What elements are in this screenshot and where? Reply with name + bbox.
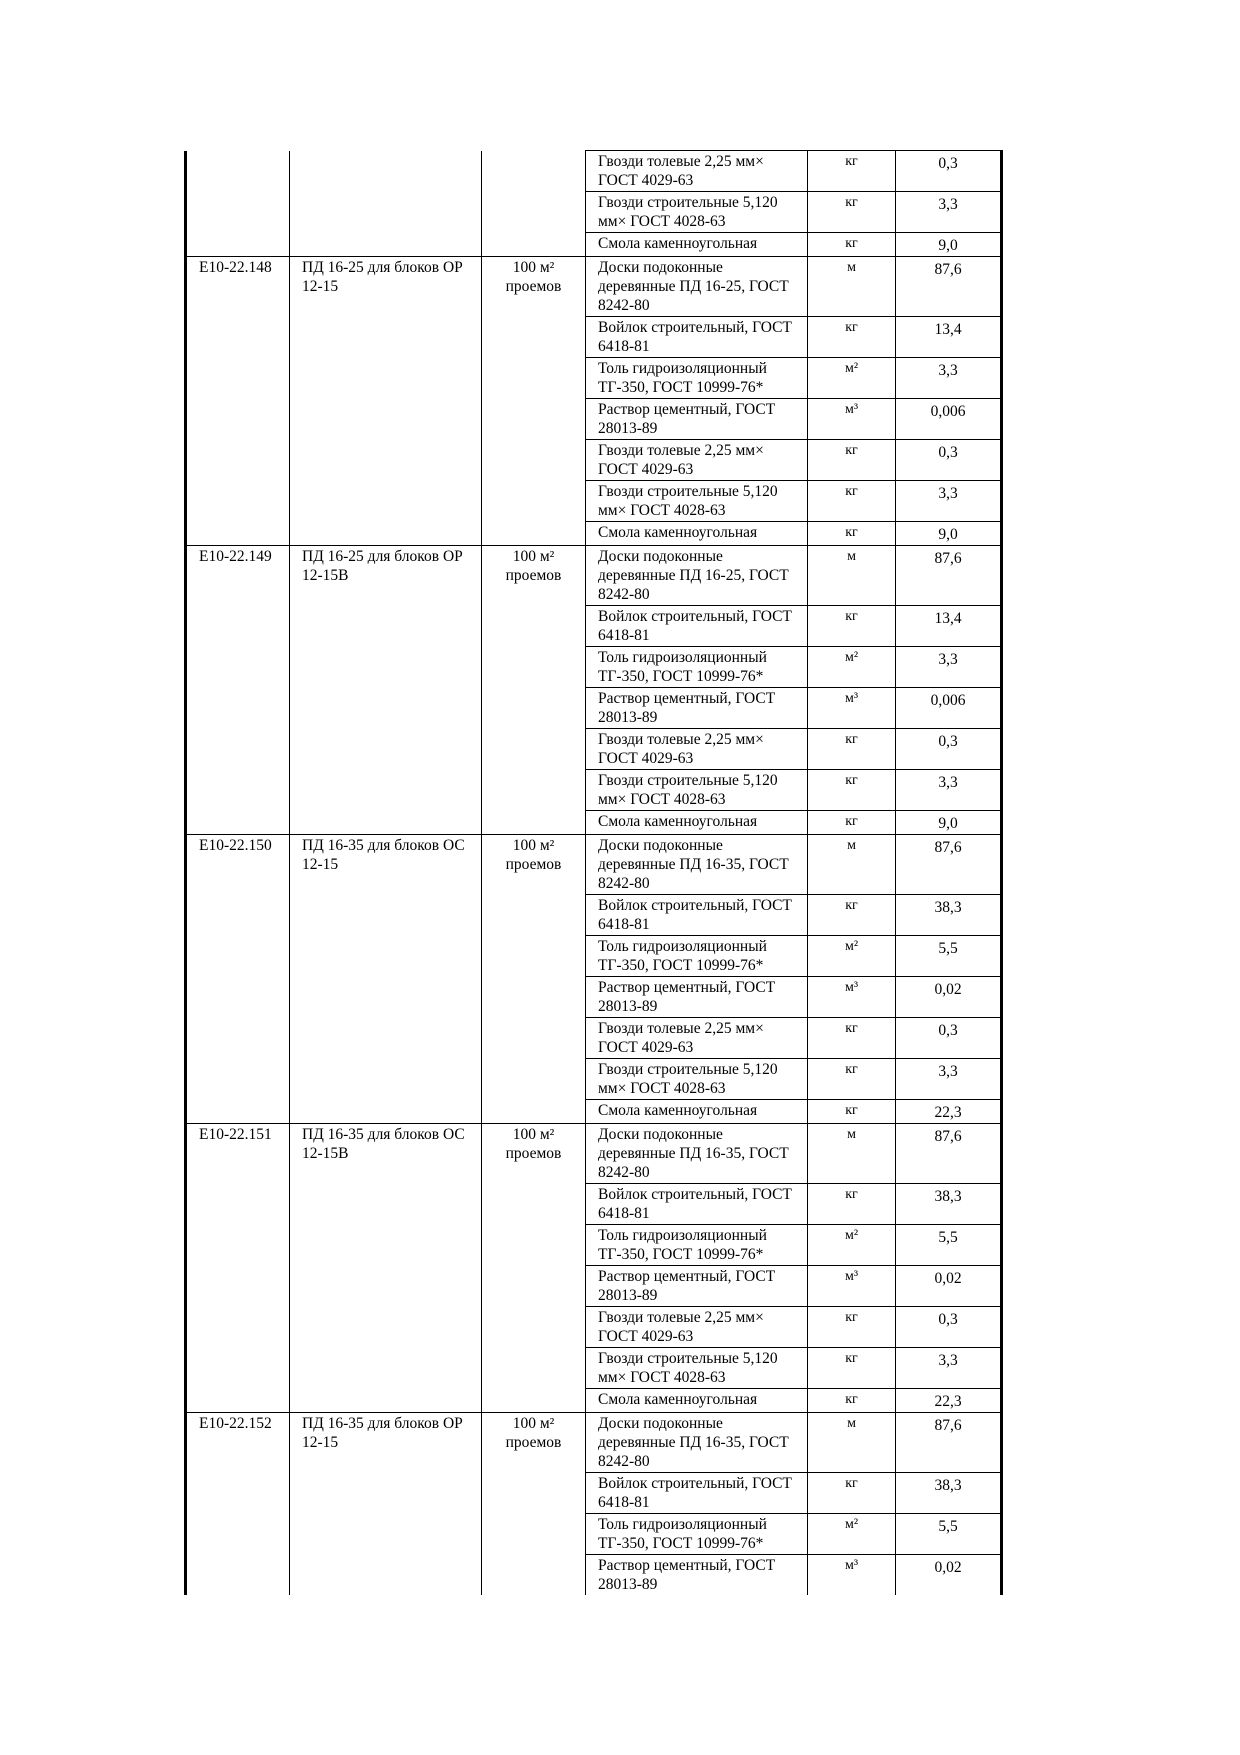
unit-cell: м² [808,1225,896,1266]
measure-unit-cell [482,1100,586,1124]
item-name-cell [290,233,482,257]
unit-cell: кг [808,1348,896,1389]
quantity-cell: 22,3 [896,1100,1002,1124]
material-cell: Раствор цементный, ГОСТ 28013-89 [586,1555,808,1596]
unit-cell: м² [808,647,896,688]
material-cell: Войлок строительный, ГОСТ 6418-81 [586,317,808,358]
unit-cell: м [808,835,896,895]
item-name-cell [290,647,482,688]
table-row [186,1514,1002,1555]
item-code-cell: Е10-22.148 [186,257,290,317]
measure-unit-cell [482,1018,586,1059]
quantity-cell: 22,3 [896,1389,1002,1413]
item-name-cell [290,895,482,936]
quantity-cell: 3,3 [896,1059,1002,1100]
measure-unit-cell [482,1348,586,1389]
measure-unit-cell: 100 м² проемов [482,835,586,895]
quantity-cell: 5,5 [896,1514,1002,1555]
material-cell: Гвозди строительные 5,120 мм× ГОСТ 4028-63 [586,1348,808,1389]
measure-unit-cell [482,233,586,257]
table-row [186,1555,1002,1596]
material-cell: Войлок строительный, ГОСТ 6418-81 [586,1473,808,1514]
measure-unit-cell [482,1389,586,1413]
table-row [186,233,1002,257]
quantity-cell: 3,3 [896,770,1002,811]
item-code-cell [186,1100,290,1124]
measure-unit-cell [482,151,586,192]
table-body [186,151,1002,1596]
table-row [186,1413,1002,1473]
item-code-cell [186,647,290,688]
unit-cell: кг [808,192,896,233]
unit-cell: м³ [808,399,896,440]
quantity-cell: 3,3 [896,358,1002,399]
measure-unit-cell [482,1225,586,1266]
item-code-cell [186,606,290,647]
table-row [186,688,1002,729]
material-cell: Смола каменноугольная [586,522,808,546]
material-cell: Смола каменноугольная [586,1389,808,1413]
unit-cell: м³ [808,1555,896,1596]
measure-unit-cell [482,192,586,233]
item-name-cell [290,481,482,522]
quantity-cell: 0,006 [896,688,1002,729]
quantity-cell: 87,6 [896,835,1002,895]
materials-table [184,150,1003,1595]
measure-unit-cell [482,647,586,688]
measure-unit-cell [482,1266,586,1307]
item-code-cell [186,1555,290,1596]
unit-cell: кг [808,1100,896,1124]
item-code-cell [186,317,290,358]
material-cell: Раствор цементный, ГОСТ 28013-89 [586,977,808,1018]
item-name-cell [290,1514,482,1555]
material-cell: Гвозди толевые 2,25 мм× ГОСТ 4029-63 [586,440,808,481]
material-cell: Войлок строительный, ГОСТ 6418-81 [586,1184,808,1225]
material-cell: Гвозди строительные 5,120 мм× ГОСТ 4028-63 [586,481,808,522]
quantity-cell: 9,0 [896,233,1002,257]
unit-cell: м [808,257,896,317]
table-row [186,192,1002,233]
quantity-cell: 87,6 [896,546,1002,606]
table-row [186,1307,1002,1348]
measure-unit-cell [482,317,586,358]
measure-unit-cell [482,481,586,522]
table-row [186,1018,1002,1059]
material-cell: Доски подоконные деревянные ПД 16-25, ГОСТ 8242-80 [586,257,808,317]
item-name-cell: ПД 16-25 для блоков ОР 12-15 [290,257,482,317]
quantity-cell: 3,3 [896,481,1002,522]
quantity-cell: 0,3 [896,729,1002,770]
item-name-cell [290,729,482,770]
table-row [186,770,1002,811]
item-name-cell [290,1389,482,1413]
item-code-cell [186,233,290,257]
unit-cell: кг [808,1473,896,1514]
item-code-cell [186,481,290,522]
unit-cell: кг [808,1307,896,1348]
measure-unit-cell [482,770,586,811]
item-name-cell [290,440,482,481]
table-row [186,546,1002,606]
item-code-cell [186,1184,290,1225]
material-cell: Толь гидроизоляционный ТГ-350, ГОСТ 10999-76* [586,358,808,399]
quantity-cell: 13,4 [896,606,1002,647]
unit-cell: кг [808,606,896,647]
measure-unit-cell [482,1555,586,1596]
table-row [186,977,1002,1018]
item-name-cell: ПД 16-35 для блоков ОР 12-15 [290,1413,482,1473]
material-cell: Гвозди строительные 5,120 мм× ГОСТ 4028-63 [586,192,808,233]
material-cell: Раствор цементный, ГОСТ 28013-89 [586,399,808,440]
measure-unit-cell: 100 м² проемов [482,546,586,606]
measure-unit-cell [482,440,586,481]
material-cell: Смола каменноугольная [586,1100,808,1124]
unit-cell: м [808,546,896,606]
table-row [186,522,1002,546]
item-name-cell [290,1348,482,1389]
unit-cell: кг [808,729,896,770]
item-code-cell [186,1225,290,1266]
table-row [186,440,1002,481]
quantity-cell: 3,3 [896,647,1002,688]
measure-unit-cell [482,1514,586,1555]
item-name-cell [290,1307,482,1348]
material-cell: Раствор цементный, ГОСТ 28013-89 [586,688,808,729]
item-code-cell [186,1266,290,1307]
material-cell: Доски подоконные деревянные ПД 16-35, ГОСТ 8242-80 [586,835,808,895]
unit-cell: м² [808,936,896,977]
quantity-cell: 5,5 [896,936,1002,977]
measure-unit-cell [482,1473,586,1514]
unit-cell: кг [808,233,896,257]
measure-unit-cell [482,606,586,647]
material-cell: Толь гидроизоляционный ТГ-350, ГОСТ 10999-76* [586,1225,808,1266]
table-row [186,936,1002,977]
quantity-cell: 87,6 [896,1413,1002,1473]
unit-cell: м³ [808,688,896,729]
unit-cell: кг [808,440,896,481]
table-row [186,1100,1002,1124]
table-row [186,151,1002,192]
material-cell: Толь гидроизоляционный ТГ-350, ГОСТ 10999-76* [586,647,808,688]
unit-cell: м³ [808,977,896,1018]
item-code-cell [186,151,290,192]
table-row [186,399,1002,440]
material-cell: Доски подоконные деревянные ПД 16-35, ГОСТ 8242-80 [586,1124,808,1184]
table-row [186,811,1002,835]
unit-cell: кг [808,151,896,192]
item-code-cell [186,1514,290,1555]
item-code-cell [186,522,290,546]
table-row [186,1059,1002,1100]
unit-cell: кг [808,1059,896,1100]
unit-cell: кг [808,811,896,835]
measure-unit-cell [482,1059,586,1100]
item-name-cell [290,522,482,546]
item-code-cell: Е10-22.151 [186,1124,290,1184]
item-code-cell [186,1473,290,1514]
material-cell: Толь гидроизоляционный ТГ-350, ГОСТ 10999-76* [586,1514,808,1555]
quantity-cell: 0,3 [896,1307,1002,1348]
quantity-cell: 0,3 [896,440,1002,481]
unit-cell: м [808,1124,896,1184]
item-code-cell [186,440,290,481]
table-row [186,1348,1002,1389]
measure-unit-cell [482,729,586,770]
table-row [186,481,1002,522]
quantity-cell: 13,4 [896,317,1002,358]
quantity-cell: 0,006 [896,399,1002,440]
item-code-cell [186,729,290,770]
table-row [186,606,1002,647]
item-code-cell [186,1059,290,1100]
material-cell: Смола каменноугольная [586,233,808,257]
item-name-cell [290,1059,482,1100]
unit-cell: кг [808,522,896,546]
quantity-cell: 5,5 [896,1225,1002,1266]
item-code-cell [186,1348,290,1389]
measure-unit-cell [482,936,586,977]
material-cell: Войлок строительный, ГОСТ 6418-81 [586,606,808,647]
table-row [186,647,1002,688]
material-cell: Гвозди толевые 2,25 мм× ГОСТ 4029-63 [586,1018,808,1059]
table-row [186,1184,1002,1225]
table-row [186,835,1002,895]
item-name-cell [290,606,482,647]
unit-cell: кг [808,317,896,358]
measure-unit-cell [482,811,586,835]
material-cell: Доски подоконные деревянные ПД 16-25, ГОСТ 8242-80 [586,546,808,606]
table-row [186,895,1002,936]
item-code-cell: Е10-22.152 [186,1413,290,1473]
quantity-cell: 38,3 [896,1184,1002,1225]
table-row [186,1225,1002,1266]
item-name-cell: ПД 16-35 для блоков ОС 12-15 [290,835,482,895]
quantity-cell: 0,3 [896,1018,1002,1059]
quantity-cell: 87,6 [896,257,1002,317]
item-code-cell [186,1389,290,1413]
item-code-cell [186,1307,290,1348]
quantity-cell: 0,02 [896,977,1002,1018]
item-code-cell [186,770,290,811]
unit-cell: кг [808,1184,896,1225]
measure-unit-cell: 100 м² проемов [482,1124,586,1184]
item-code-cell [186,399,290,440]
table-row [186,729,1002,770]
table-row [186,1124,1002,1184]
item-code-cell [186,811,290,835]
unit-cell: м² [808,358,896,399]
measure-unit-cell [482,688,586,729]
material-cell: Гвозди толевые 2,25 мм× ГОСТ 4029-63 [586,729,808,770]
unit-cell: кг [808,1018,896,1059]
table-row [186,1266,1002,1307]
quantity-cell: 3,3 [896,192,1002,233]
item-name-cell [290,1018,482,1059]
quantity-cell: 0,02 [896,1266,1002,1307]
item-code-cell: Е10-22.150 [186,835,290,895]
item-name-cell [290,1555,482,1596]
item-code-cell: Е10-22.149 [186,546,290,606]
quantity-cell: 87,6 [896,1124,1002,1184]
item-name-cell [290,770,482,811]
item-name-cell [290,811,482,835]
item-name-cell [290,317,482,358]
unit-cell: м³ [808,1266,896,1307]
quantity-cell: 38,3 [896,1473,1002,1514]
material-cell: Раствор цементный, ГОСТ 28013-89 [586,1266,808,1307]
unit-cell: кг [808,481,896,522]
material-cell: Гвозди строительные 5,120 мм× ГОСТ 4028-63 [586,770,808,811]
unit-cell: кг [808,770,896,811]
material-cell: Войлок строительный, ГОСТ 6418-81 [586,895,808,936]
item-name-cell [290,151,482,192]
material-cell: Толь гидроизоляционный ТГ-350, ГОСТ 10999-76* [586,936,808,977]
measure-unit-cell [482,522,586,546]
item-name-cell [290,358,482,399]
item-name-cell [290,977,482,1018]
item-code-cell [186,1018,290,1059]
item-name-cell [290,1184,482,1225]
item-name-cell [290,936,482,977]
quantity-cell: 3,3 [896,1348,1002,1389]
item-code-cell [186,895,290,936]
item-code-cell [186,688,290,729]
measure-unit-cell [482,358,586,399]
item-code-cell [186,977,290,1018]
table-row [186,317,1002,358]
item-code-cell [186,358,290,399]
material-cell: Смола каменноугольная [586,811,808,835]
measure-unit-cell [482,1184,586,1225]
item-name-cell [290,192,482,233]
item-code-cell [186,192,290,233]
measure-unit-cell [482,399,586,440]
item-name-cell [290,1473,482,1514]
quantity-cell: 9,0 [896,811,1002,835]
item-name-cell: ПД 16-25 для блоков ОР 12-15В [290,546,482,606]
table-row [186,358,1002,399]
item-name-cell [290,1266,482,1307]
quantity-cell: 0,3 [896,151,1002,192]
item-name-cell [290,1100,482,1124]
table-row [186,1473,1002,1514]
quantity-cell: 9,0 [896,522,1002,546]
material-cell: Гвозди строительные 5,120 мм× ГОСТ 4028-63 [586,1059,808,1100]
quantity-cell: 38,3 [896,895,1002,936]
measure-unit-cell: 100 м² проемов [482,1413,586,1473]
table-row [186,257,1002,317]
measure-unit-cell [482,895,586,936]
material-cell: Гвозди толевые 2,25 мм× ГОСТ 4029-63 [586,151,808,192]
unit-cell: кг [808,1389,896,1413]
measure-unit-cell: 100 м² проемов [482,257,586,317]
unit-cell: м² [808,1514,896,1555]
item-name-cell: ПД 16-35 для блоков ОС 12-15В [290,1124,482,1184]
table-row [186,1389,1002,1413]
material-cell: Гвозди толевые 2,25 мм× ГОСТ 4029-63 [586,1307,808,1348]
item-name-cell [290,399,482,440]
material-cell: Доски подоконные деревянные ПД 16-35, ГОСТ 8242-80 [586,1413,808,1473]
unit-cell: м [808,1413,896,1473]
item-name-cell [290,688,482,729]
measure-unit-cell [482,1307,586,1348]
measure-unit-cell [482,977,586,1018]
unit-cell: кг [808,895,896,936]
item-name-cell [290,1225,482,1266]
quantity-cell: 0,02 [896,1555,1002,1596]
item-code-cell [186,936,290,977]
